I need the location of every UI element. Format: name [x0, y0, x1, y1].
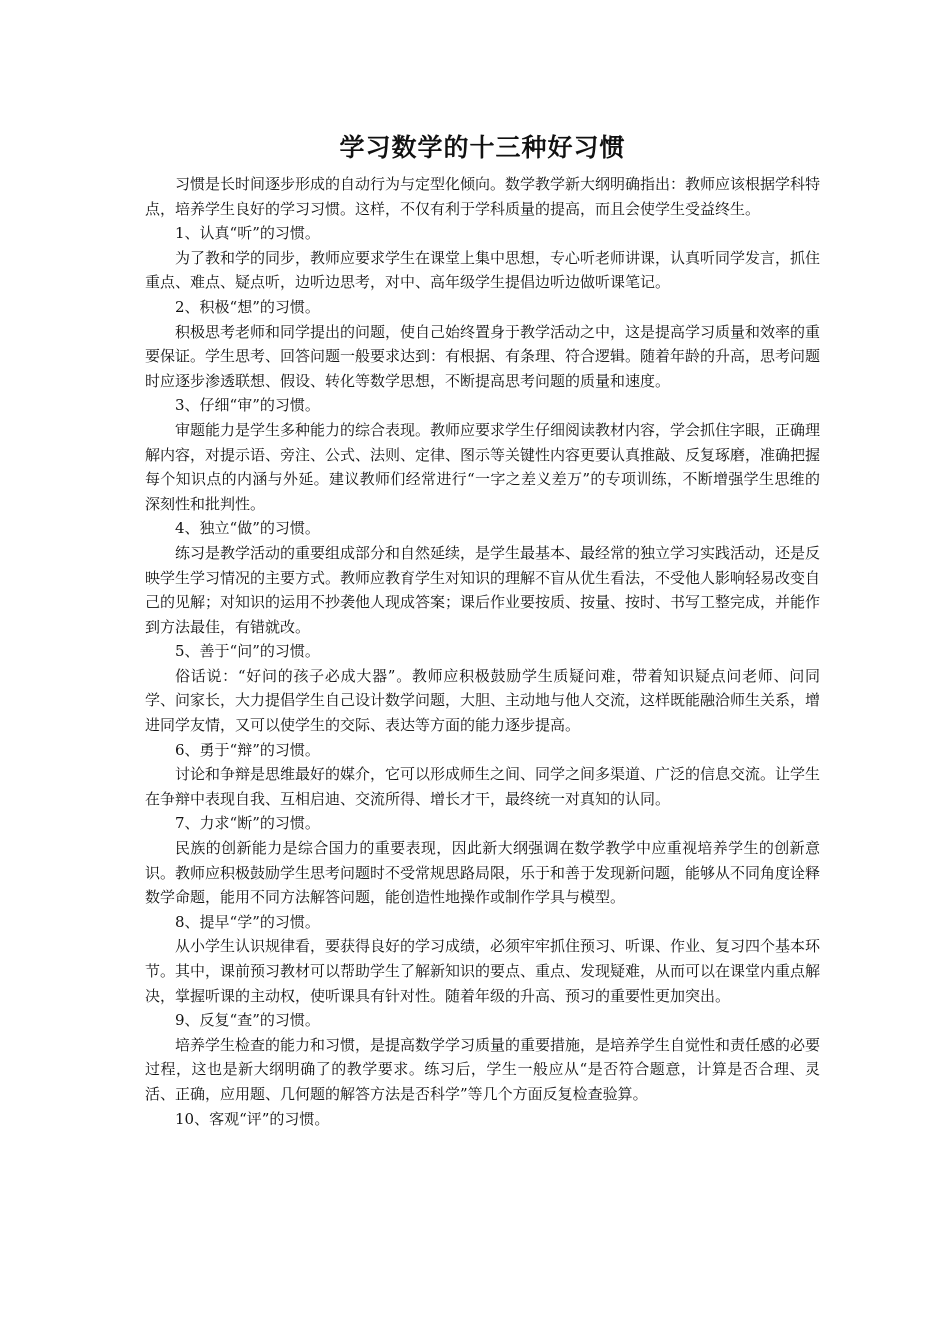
intro-paragraph: 习惯是长时间逐步形成的自动行为与定型化倾向。数学教学新大纲明确指出：教师应该根据学科特点，培养学生良好的学习习惯。这样，不仅有利于学科质量的提高，而且会使学生受益终生。 [145, 175, 821, 218]
section-heading: 9、反复“查”的习惯。 [175, 1011, 320, 1030]
section-body: 培养学生检查的能力和习惯，是提高数学学习质量的重要措施，是培养学生自觉性和责任感的必要过程，这也是新大纲明确了的教学要求。练习后，学生一般应从“是否符合题意，计算是否合理、灵活、正确，应用题、几何题的解答方法是否科学”等几个方面反复检查验算。 [145, 1035, 821, 1103]
section-body: 俗话说：“好问的孩子必成大器”。教师应积极鼓励学生质疑问难，带着知识疑点问老师、问同学、问家长，大力提倡学生自己设计数学问题，大胆、主动地与他人交流，这样既能融洽师生关系，增进同学友情，又可以使学生的交际、表达等方面的能力逐步提高。 [145, 666, 821, 735]
section-heading: 3、仔细“审”的习惯。 [175, 396, 320, 415]
section-heading: 6、勇于“辩”的习惯。 [175, 740, 320, 759]
section-body: 民族的创新能力是综合国力的重要表现，因此新大纲强调在数学教学中应重视培养学生的创新意识。教师应积极鼓励学生思考问题时不受常规思路局限，乐于和善于发现新问题，能够从不同角度诠释数学命题，能用不同方法解答问题，能创造性地操作或制作学具与模型。 [145, 839, 821, 907]
section-heading: 10、客观“评”的习惯。 [175, 1109, 330, 1128]
document-page [145, 128, 820, 1131]
section-heading: 1、认真“听”的习惯。 [175, 224, 320, 243]
section-heading: 2、积极“想”的习惯。 [175, 297, 320, 316]
section-heading: 5、善于“问”的习惯。 [175, 642, 320, 661]
section-heading: 8、提早“学”的习惯。 [175, 912, 320, 931]
section-body: 讨论和争辩是思维最好的媒介，它可以形成师生之间、同学之间多渠道、广泛的信息交流。让学生在争辩中表现自我、互相启迪、交流所得、增长才干，最终统一对真知的认同。 [145, 765, 821, 808]
section-heading: 4、独立“做”的习惯。 [175, 519, 320, 538]
section-body: 练习是教学活动的重要组成部分和自然延续，是学生最基本、最经常的独立学习实践活动，还是反映学生学习情况的主要方式。教师应教育学生对知识的理解不盲从优生看法，不受他人影响轻易改变自己的见解；对知识的运用不抄袭他人现成答案；课后作业要按质、按量、按时、书写工整完成，并能作到方法最佳，有错就改。 [145, 543, 821, 636]
section-body: 为了教和学的同步，教师应要求学生在课堂上集中思想，专心听老师讲课，认真听同学发言，抓住重点、难点、疑点听，边听边思考，对中、高年级学生提倡边听边做听课笔记。 [145, 248, 821, 292]
document-title: 学习数学的十三种好习惯 [339, 133, 626, 162]
section-body: 积极思考老师和同学提出的问题，使自己始终置身于教学活动之中，这是提高学习质量和效率的重要保证。学生思考、回答问题一般要求达到：有根据、有条理、符合逻辑。随着年龄的升高，思考问题时应逐步渗透联想、假设、转化等数学思想，不断提高思考问题的质量和速度。 [145, 322, 821, 390]
section-body: 审题能力是学生多种能力的综合表现。教师应要求学生仔细阅读教材内容，学会抓住字眼，正确理解内容，对提示语、旁注、公式、法则、定律、图示等关键性内容更要认真推敲、反复琢磨，准确把握每个知识点的内涵与外延。建议教师们经常进行“一字之差义差万”的专项训练，不断增强学生思维的深刻性和批判性。 [145, 420, 821, 513]
section-body: 从小学生认识规律看，要获得良好的学习成绩，必须牢牢抓住预习、听课、作业、复习四个基本环节。其中，课前预习教材可以帮助学生了解新知识的要点、重点、发现疑难，从而可以在课堂内重点解决，掌握听课的主动权，使听课具有针对性。随着年级的升高、预习的重要性更加突出。 [145, 937, 821, 1005]
section-heading: 7、力求“断”的习惯。 [175, 814, 320, 833]
